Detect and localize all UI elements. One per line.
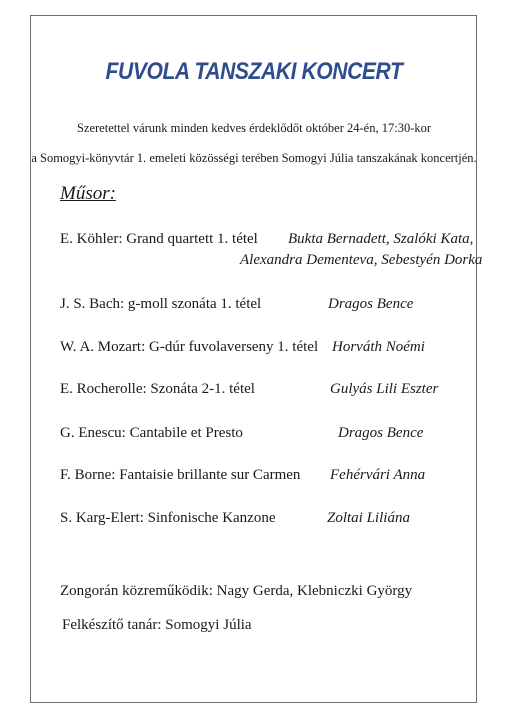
teacher-credit: Felkészítő tanár: Somogyi Júlia [62,617,252,633]
program-performers-2: Dragos Bence [328,296,414,312]
program-performers-5: Dragos Bence [338,425,424,441]
intro-line-1: Szeretettel várunk minden kedves érdeklődőt október 24-én, 17:30-kor [76,121,432,135]
piano-credit: Zongorán közreműködik: Nagy Gerda, Klebniczki György [60,583,413,599]
program-piece-7: S. Karg-Elert: Sinfonische Kanzone [60,510,276,526]
intro-line-2: a Somogyi-könyvtár 1. emeleti közösségi terében Somogyi Júlia tanszakának koncertjén. [31,151,477,165]
program-performers-1b: Alexandra Dementeva, Sebestyén Dorka [240,252,483,268]
program-performers-6: Fehérvári Anna [330,467,426,483]
program-piece-2: J. S. Bach: g-moll szonáta 1. tétel [60,296,262,312]
program-piece-4: E. Rocherolle: Szonáta 2-1. tétel [60,381,255,397]
program-piece-3: W. A. Mozart: G-dúr fuvolaverseny 1. tétel [60,339,319,355]
program-piece-5: G. Enescu: Cantabile et Presto [60,425,243,441]
program-performers-3: Horváth Noémi [332,339,425,355]
program-performers-1a: Bukta Bernadett, Szalóki Kata, [288,231,474,247]
program-piece-6: F. Borne: Fantaisie brillante sur Carmen [60,467,301,483]
program-performers-7: Zoltai Liliána [327,510,410,526]
concert-title: FUVOLA TANSZAKI KONCERT [105,58,403,85]
program-piece-1: E. Köhler: Grand quartett 1. tétel [60,231,258,247]
program-heading: Műsor: [60,183,116,204]
program-performers-4: Gulyás Lili Eszter [330,381,439,397]
